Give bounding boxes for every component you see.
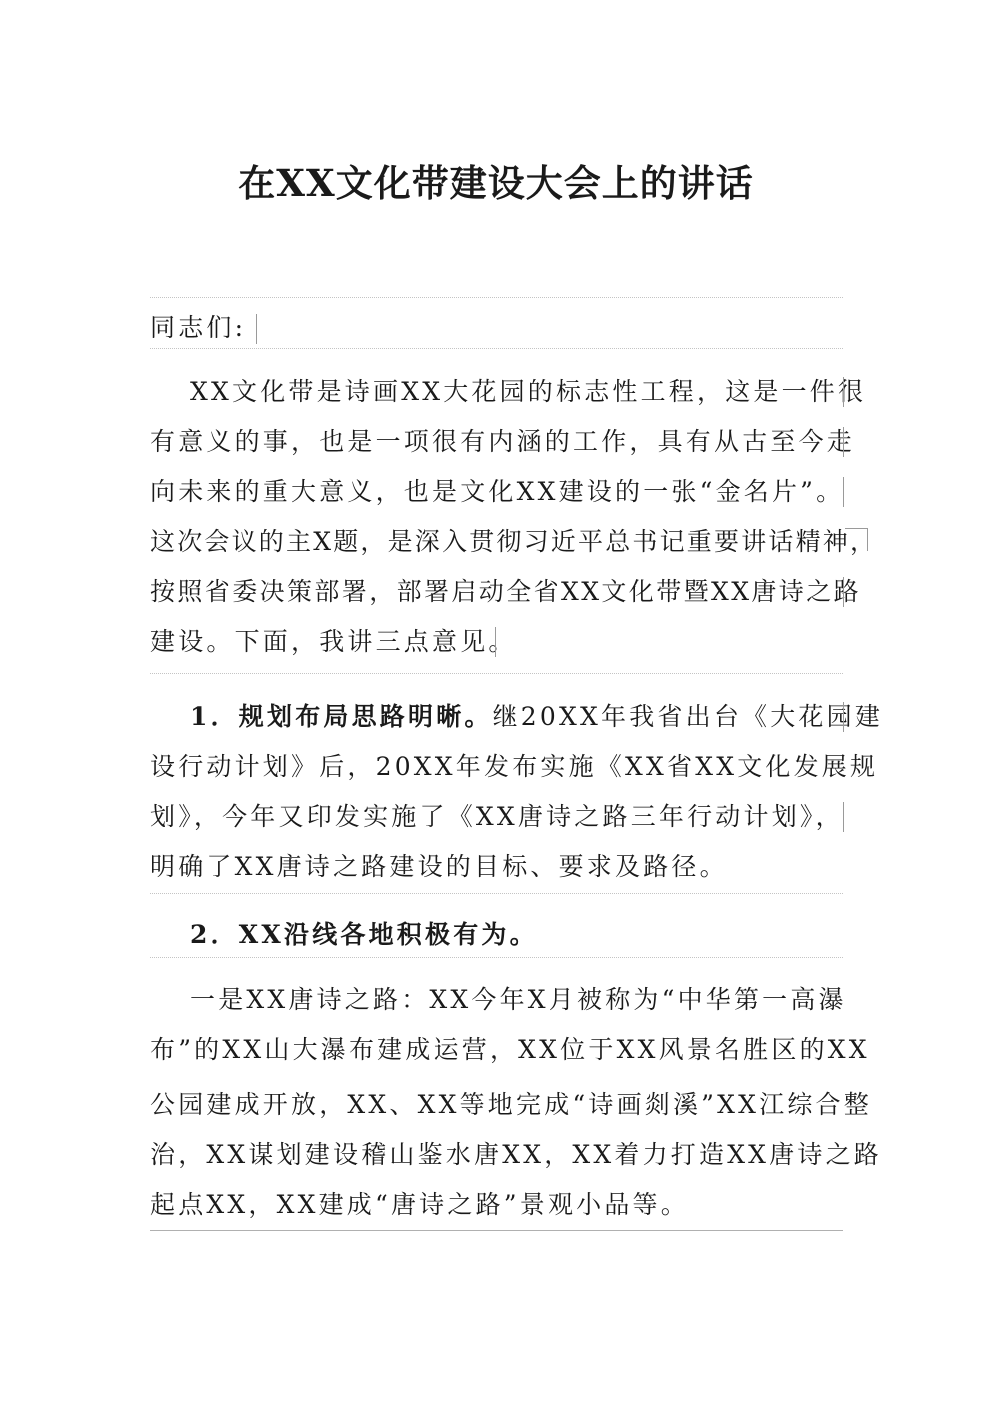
paragraph-line: 向未来的重大意义，也是文化XX建设的一张“金名片”。	[150, 477, 845, 506]
paragraph-line: 公园建成开放，XX、XX等地完成“诗画剡溪”XX江综合整	[150, 1090, 872, 1119]
divider	[150, 893, 843, 894]
paragraph-line: 治，XX谋划建设稽山鉴水唐XX，XX着力打造XX唐诗之路	[150, 1140, 882, 1169]
format-mark	[495, 627, 496, 657]
paragraph-line: 明确了XX唐诗之路建设的目标、要求及路径。	[150, 852, 728, 881]
paragraph-line: 按照省委决策部署，部署启动全省XX文化带暨XX唐诗之路	[150, 577, 861, 606]
format-mark	[256, 314, 257, 344]
paragraph-line: 有意义的事，也是一项很有内涵的工作，具有从古至今走	[150, 427, 856, 456]
paragraph-line: XX文化带是诗画XX大花园的标志性工程，这是一件很	[190, 377, 867, 406]
paragraph-line: 这次会议的主X题，是深入贯彻习近平总书记重要讲话精神，	[150, 527, 878, 556]
format-mark	[843, 577, 844, 607]
divider	[150, 348, 843, 349]
paragraph-line: 划》，今年又印发实施了《XX唐诗之路三年行动计划》，	[150, 802, 844, 831]
section-2-heading: 2．XX沿线各地积极有为。	[190, 920, 538, 949]
format-mark	[845, 528, 868, 551]
divider	[150, 957, 843, 958]
paragraph-line: 建设。下面，我讲三点意见。	[150, 627, 517, 656]
section-1-heading: 1．规划布局思路明晰。	[190, 702, 493, 731]
paragraph-line: 一是XX唐诗之路：XX今年X月被称为“中华第一高瀑	[190, 985, 847, 1014]
divider	[150, 1230, 843, 1231]
paragraph-line: 布”的XX山大瀑布建成运营，XX位于XX风景名胜区的XX	[150, 1035, 870, 1064]
divider	[150, 297, 843, 298]
section-1-text: 继20XX年我省出台《大花园建	[492, 702, 884, 731]
salutation: 同志们:	[150, 313, 247, 342]
format-mark	[843, 802, 844, 832]
format-mark	[843, 427, 844, 457]
document-title: 在XX文化带建设大会上的讲话	[238, 161, 754, 205]
divider	[150, 673, 843, 674]
format-mark	[843, 377, 844, 407]
format-mark	[843, 702, 844, 732]
section-1-first-line	[190, 692, 884, 742]
paragraph-line: 起点XX，XX建成“唐诗之路”景观小品等。	[150, 1190, 689, 1219]
paragraph-line: 设行动计划》后，20XX年发布实施《XX省XX文化发展规	[150, 752, 879, 781]
format-mark	[843, 477, 844, 507]
